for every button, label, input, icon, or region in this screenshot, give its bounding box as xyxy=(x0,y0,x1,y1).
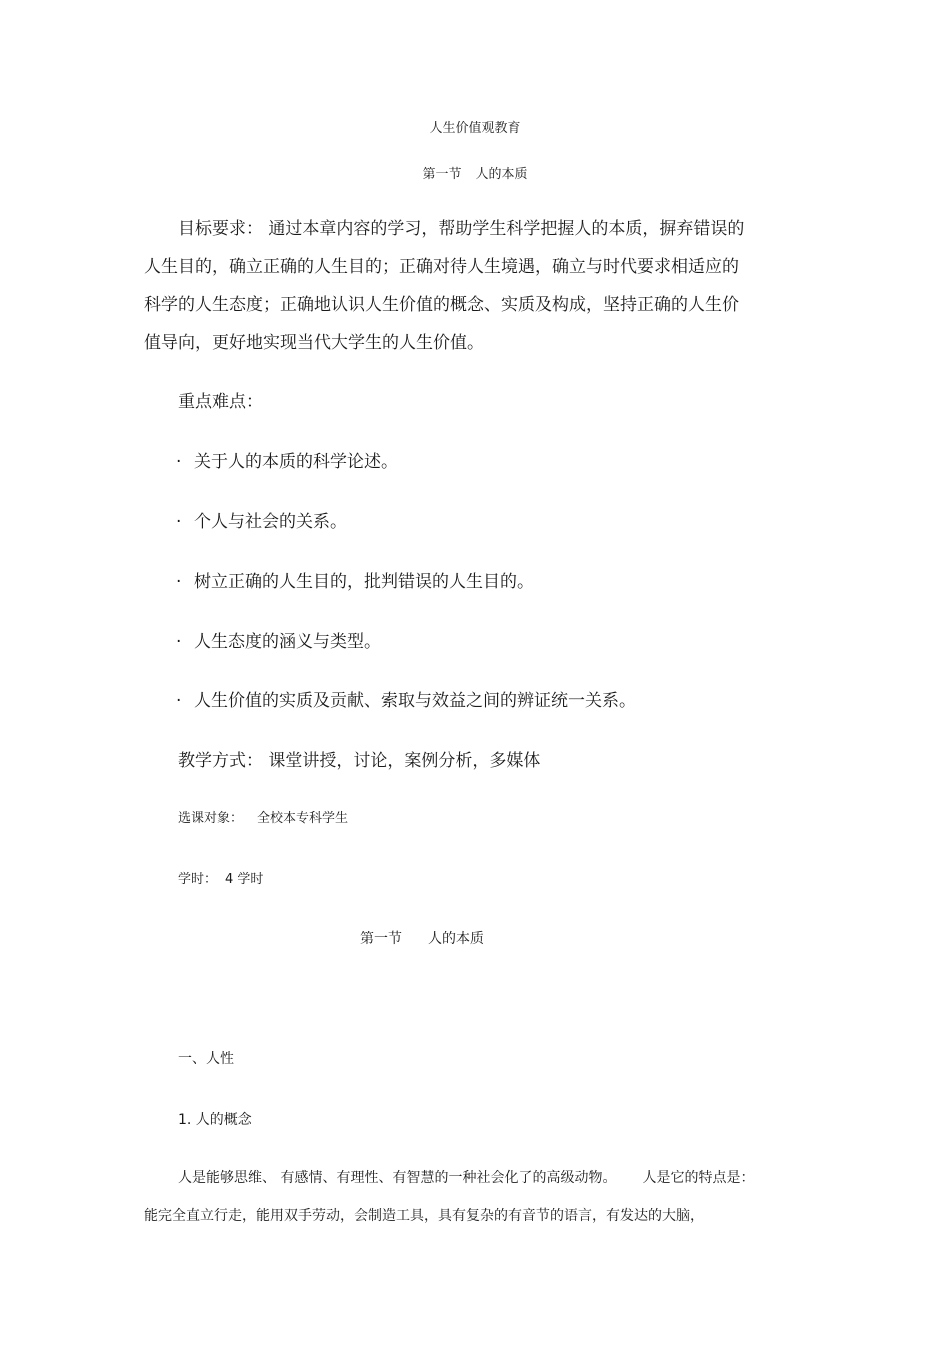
key-point-text: 个人与社会的关系。 xyxy=(194,512,347,532)
audience-value: 全校本专科学生 xyxy=(257,811,349,826)
key-point-item xyxy=(176,693,636,710)
goals-line-3: 科学的人生态度；正确地认识人生价值的概念、实质及构成，坚持正确的人生价 xyxy=(144,295,739,315)
audience-label: 选课对象： xyxy=(178,811,244,826)
goals-line-1: 目标要求： 通过本章内容的学习，帮助学生科学把握人的本质，摒弃错误的 xyxy=(178,219,745,239)
bullet-marker: · xyxy=(176,452,182,472)
audience xyxy=(178,812,348,825)
hours-label: 学时： xyxy=(178,872,218,887)
teaching-method: 教学方式： 课堂讲授，讨论，案例分析，多媒体 xyxy=(178,751,541,771)
body-line-2: 能完全直立行走，能用双手劳动，会制造工具，具有复杂的有音节的语言，有发达的大脑， xyxy=(144,1208,704,1224)
key-point-item xyxy=(176,634,381,651)
body-text: 人是它的特点是： xyxy=(642,1170,755,1186)
class-hours xyxy=(178,873,263,886)
key-point-text: 关于人的本质的科学论述。 xyxy=(194,452,398,472)
key-point-item xyxy=(176,514,347,531)
key-point-text: 人生价值的实质及贡献、索取与效益之间的辨证统一关系。 xyxy=(194,691,636,711)
section-heading-main xyxy=(360,932,484,946)
section-number: 第一节 xyxy=(360,931,402,947)
goals-line-2: 人生目的，确立正确的人生目的；正确对待人生境遇，确立与时代要求相适应的 xyxy=(144,257,739,277)
goals-line-4: 值导向，更好地实现当代大学生的人生价值。 xyxy=(144,333,484,353)
key-points-label: 重点难点： xyxy=(178,392,263,412)
body-text: 人是能够思维、 有感情、有理性、有智慧的一种社会化了的高级动物。 xyxy=(178,1170,617,1186)
document-title: 人生价值观教育 xyxy=(429,121,521,136)
key-point-item xyxy=(176,574,534,591)
key-point-text: 人生态度的涵义与类型。 xyxy=(194,632,381,652)
subsection-heading: 1. 人的概念 xyxy=(178,1112,252,1128)
part-heading: 一、人性 xyxy=(178,1051,234,1067)
hours-value: 4 学时 xyxy=(225,872,264,887)
section-heading-top xyxy=(0,168,950,181)
section-name: 人的本质 xyxy=(475,167,528,182)
key-point-item xyxy=(176,454,398,471)
bullet-marker: · xyxy=(176,691,182,711)
section-name: 人的本质 xyxy=(428,931,484,947)
section-number: 第一节 xyxy=(422,167,462,182)
key-point-text: 树立正确的人生目的，批判错误的人生目的。 xyxy=(194,572,534,592)
body-line-1 xyxy=(178,1171,754,1185)
bullet-marker: · xyxy=(176,572,182,592)
bullet-marker: · xyxy=(176,632,182,652)
bullet-marker: · xyxy=(176,512,182,532)
